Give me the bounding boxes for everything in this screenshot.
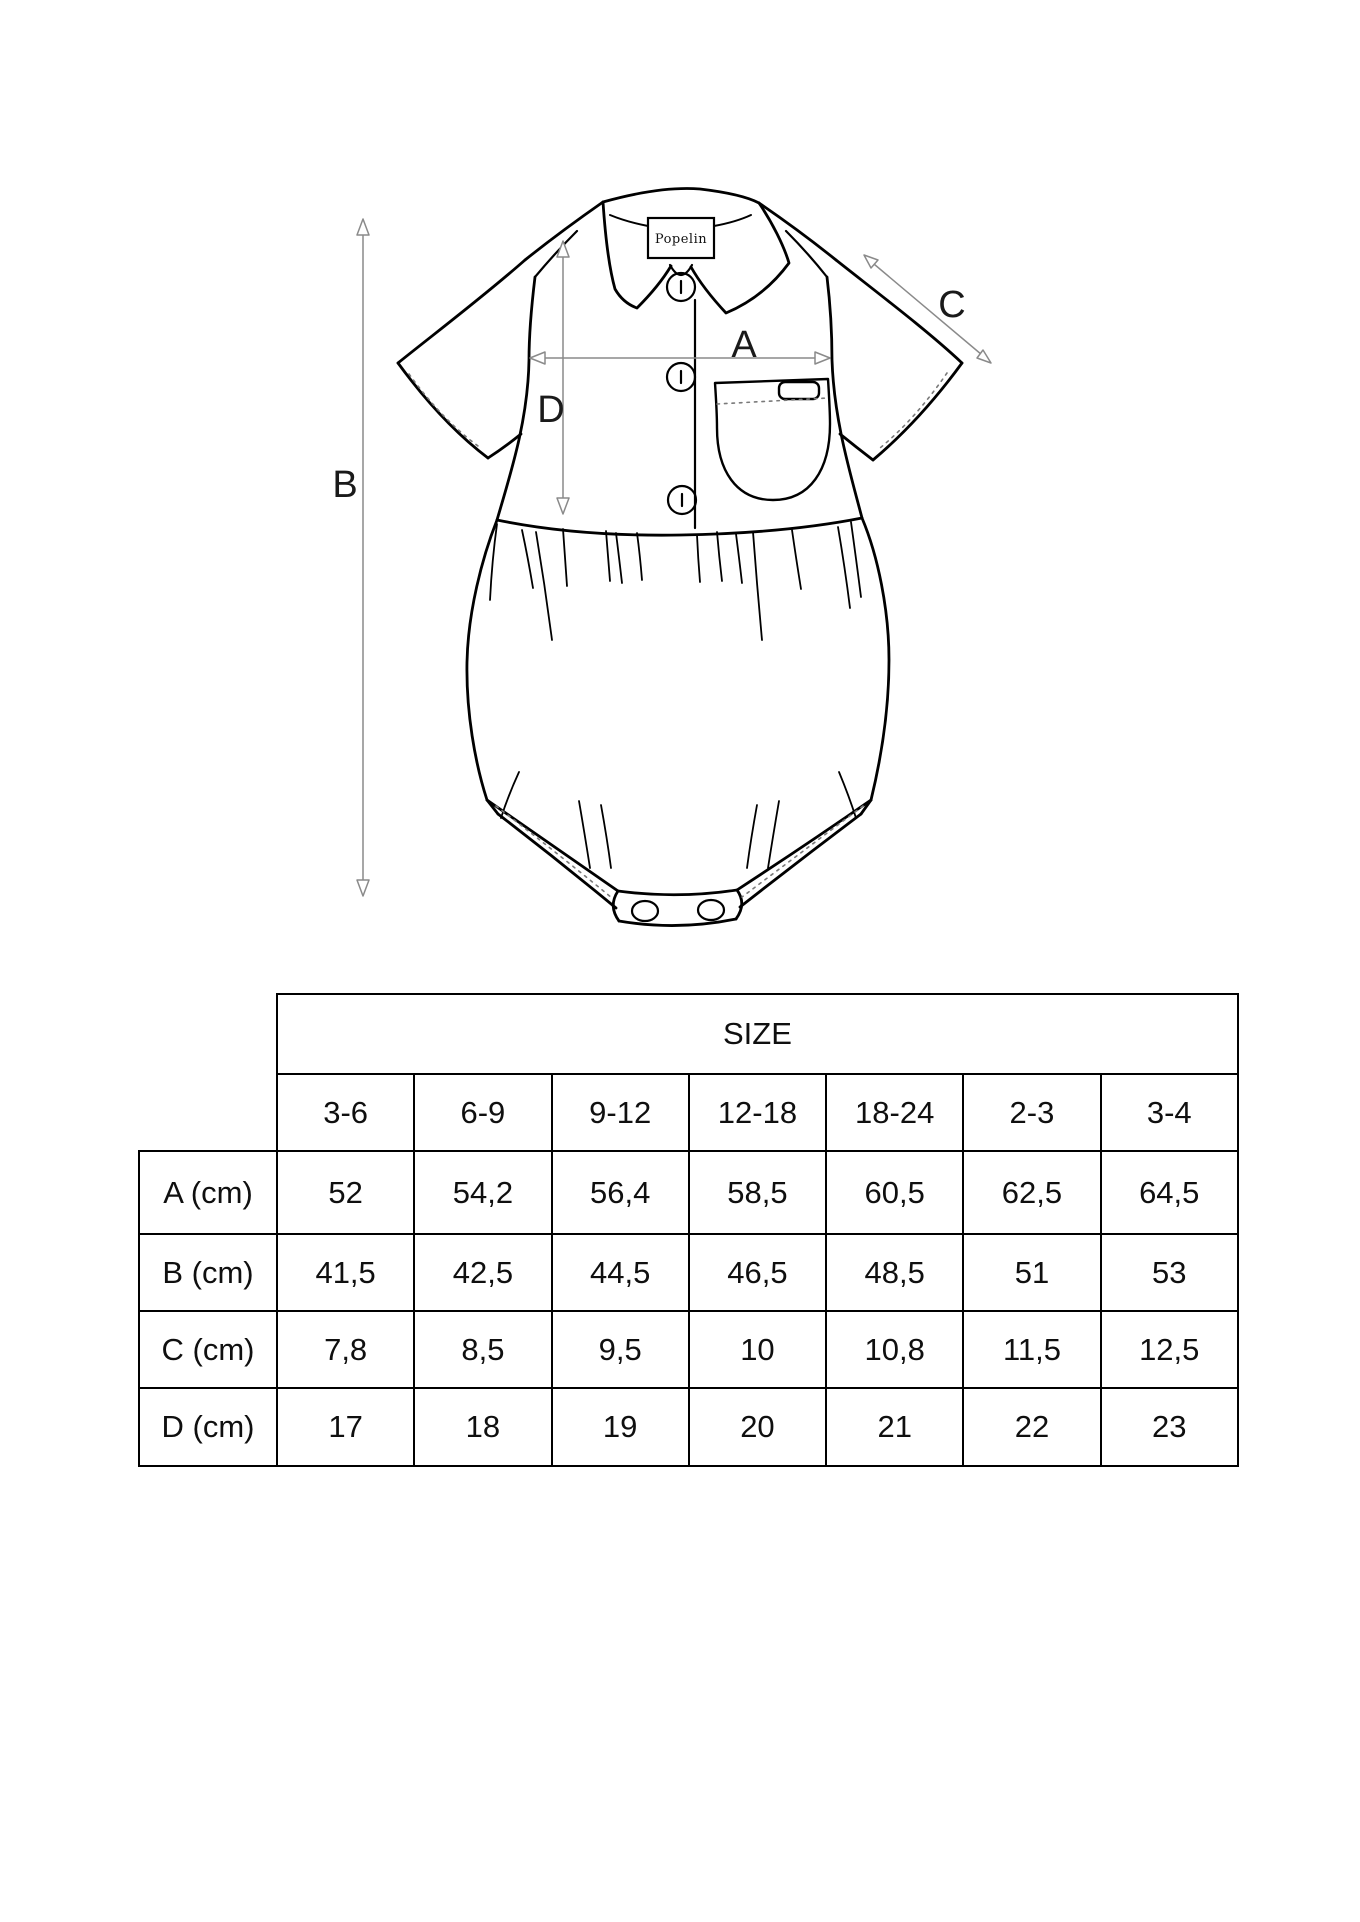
bubble-right-edge	[862, 518, 889, 800]
cell-c-4: 10,8	[826, 1311, 963, 1388]
cell-d-6: 23	[1101, 1388, 1238, 1466]
collar-inner-right	[714, 215, 751, 226]
dimension-arrow-b	[357, 219, 369, 896]
cell-b-6: 53	[1101, 1234, 1238, 1311]
dimension-label-d: D	[537, 389, 565, 431]
right-side-seam	[827, 277, 862, 518]
table-row-c	[139, 1311, 1238, 1388]
cell-a-5: 62,5	[963, 1151, 1100, 1234]
cell-b-2: 44,5	[552, 1234, 689, 1311]
size-header-row	[139, 994, 1238, 1074]
row-label-c: C (cm)	[139, 1311, 277, 1388]
right-leg-band-stitch	[742, 806, 863, 897]
cell-d-5: 22	[963, 1388, 1100, 1466]
waist-gathers	[490, 522, 861, 640]
brand-label	[648, 218, 714, 258]
table-corner-spacer	[139, 994, 277, 1151]
size-col-2-3: 2-3	[963, 1074, 1100, 1151]
right-leg-band-lower	[740, 814, 861, 907]
left-sleeve-stitch	[409, 374, 478, 446]
table-row-b	[139, 1234, 1238, 1311]
size-col-6-9: 6-9	[414, 1074, 551, 1151]
size-header-cell: SIZE	[277, 994, 1238, 1074]
size-col-9-12: 9-12	[552, 1074, 689, 1151]
collar-top-edge	[603, 189, 759, 203]
garment-outline	[398, 189, 962, 926]
size-col-3-4: 3-4	[1101, 1074, 1238, 1151]
cell-a-0: 52	[277, 1151, 414, 1234]
cell-d-0: 17	[277, 1388, 414, 1466]
crotch-strip-top	[618, 890, 737, 895]
right-sleeve-stitch	[880, 373, 947, 448]
cell-a-3: 58,5	[689, 1151, 826, 1234]
dimension-label-c: C	[938, 284, 966, 326]
left-yoke-seam	[535, 231, 577, 277]
cell-a-4: 60,5	[826, 1151, 963, 1234]
size-col-12-18: 12-18	[689, 1074, 826, 1151]
pocket-tab	[779, 382, 819, 399]
left-sleeve-hem	[398, 363, 488, 458]
cell-b-3: 46,5	[689, 1234, 826, 1311]
dimension-arrow-c	[864, 255, 991, 363]
snap-button-left	[632, 901, 658, 921]
row-label-d: D (cm)	[139, 1388, 277, 1466]
size-col-3-6: 3-6	[277, 1074, 414, 1151]
cell-a-1: 54,2	[414, 1151, 551, 1234]
cell-c-2: 9,5	[552, 1311, 689, 1388]
table-row-d	[139, 1388, 1238, 1466]
pocket-outline	[715, 379, 830, 500]
crotch-strip-left-end	[613, 891, 619, 921]
cell-d-2: 19	[552, 1388, 689, 1466]
cell-c-3: 10	[689, 1311, 826, 1388]
left-leg-band-stitch	[496, 806, 612, 898]
left-side-seam	[497, 277, 535, 520]
dimension-arrow-d	[557, 241, 569, 514]
stitch-lines	[409, 373, 947, 898]
size-table	[138, 993, 1239, 1467]
cell-d-1: 18	[414, 1388, 551, 1466]
cell-b-1: 42,5	[414, 1234, 551, 1311]
right-sleeve-hem	[873, 363, 962, 460]
waist-seam	[497, 518, 862, 535]
size-columns-row	[139, 1074, 1238, 1151]
cell-c-5: 11,5	[963, 1311, 1100, 1388]
cell-b-5: 51	[963, 1234, 1100, 1311]
right-leg-band-upper	[737, 800, 871, 890]
size-col-18-24: 18-24	[826, 1074, 963, 1151]
left-leg-band-upper	[487, 800, 618, 891]
dimension-label-a: A	[731, 324, 757, 366]
cell-d-3: 20	[689, 1388, 826, 1466]
right-shoulder-edge	[759, 203, 836, 260]
crotch-strip-right-end	[736, 890, 742, 919]
cell-c-0: 7,8	[277, 1311, 414, 1388]
dimension-label-b: B	[332, 464, 358, 506]
brand-label-text: Popelin	[654, 232, 708, 247]
left-leg-band-lower	[498, 814, 616, 908]
placket-buttons	[667, 273, 696, 514]
cell-c-1: 8,5	[414, 1311, 551, 1388]
crotch-strip-bottom	[619, 919, 736, 926]
snap-button-right	[698, 900, 724, 920]
cell-b-0: 41,5	[277, 1234, 414, 1311]
cell-b-4: 48,5	[826, 1234, 963, 1311]
cell-c-6: 12,5	[1101, 1311, 1238, 1388]
table-row-a	[139, 1151, 1238, 1234]
row-label-b: B (cm)	[139, 1234, 277, 1311]
cell-a-6: 64,5	[1101, 1151, 1238, 1234]
garment-diagram	[0, 0, 1360, 960]
row-label-a: A (cm)	[139, 1151, 277, 1234]
cell-d-4: 21	[826, 1388, 963, 1466]
collar-inner-left	[610, 215, 648, 226]
leg-gathers	[501, 772, 856, 868]
left-sleeve-outer	[398, 260, 525, 363]
cell-a-2: 56,4	[552, 1151, 689, 1234]
